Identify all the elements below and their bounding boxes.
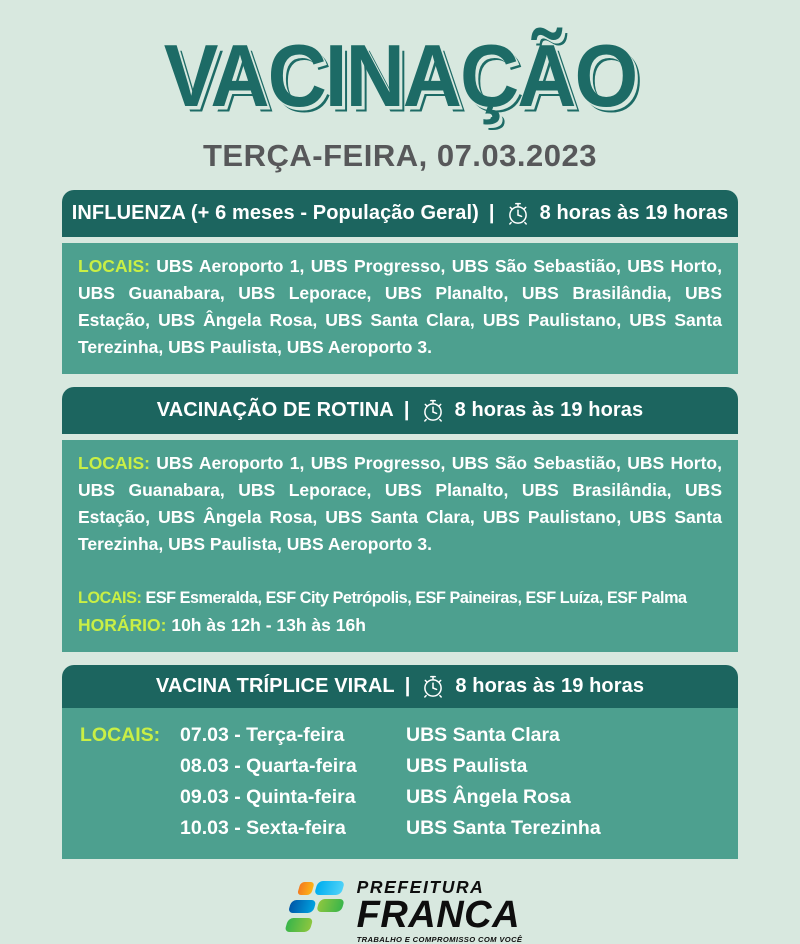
schedule-date: 07.03 - Terça-feira [180, 724, 345, 746]
sections-container [62, 190, 738, 859]
separator: | [403, 399, 410, 421]
section-rotina-hours: 8 horas às 19 horas [454, 399, 644, 421]
brand-text [357, 875, 523, 944]
section-influenza-hours: 8 horas às 19 horas [539, 202, 729, 224]
locais-label: LOCAIS: [78, 256, 150, 276]
section-triplice-viral [62, 665, 738, 859]
horario-paragraph [78, 612, 722, 639]
section-influenza-header [62, 190, 738, 237]
schedule-date: 09.03 - Quinta-feira [180, 786, 356, 808]
locations-list: UBS Aeroporto 1, UBS Progresso, UBS São Sebastião, UBS Horto, UBS Guanabara, UBS Leporace, UBS Planalto, UBS Brasilândia, UBS Estação, UBS Ângela Rosa, UBS Santa Clara, UBS Paulistano, UBS Santa Terezinha, UBS Paulista, UBS Aeroporto 3. [78, 256, 722, 357]
prefeitura-franca-logo-icon [278, 879, 348, 939]
horario-label: HORÁRIO: [78, 615, 167, 635]
section-influenza [62, 190, 738, 374]
esf-locations-list: ESF Esmeralda, ESF City Petrópolis, ESF Paineiras, ESF Luíza, ESF Palma [145, 589, 687, 607]
schedule-venue: UBS Santa Terezinha [406, 817, 601, 839]
schedule-date: 08.03 - Quarta-feira [180, 755, 357, 777]
section-triplice-body [62, 708, 738, 859]
section-influenza-title: INFLUENZA (+ 6 meses - População Geral) [71, 202, 479, 224]
locais-label: LOCAIS: [78, 453, 150, 473]
clock-icon [505, 201, 531, 227]
locais-label: LOCAIS: [80, 724, 161, 746]
locations-list: UBS Aeroporto 1, UBS Progresso, UBS São Sebastião, UBS Horto, UBS Guanabara, UBS Leporace, UBS Planalto, UBS Brasilândia, UBS Estação, UBS Ângela Rosa, UBS Santa Clara, UBS Paulistano, UBS Santa Terezinha, UBS Paulista, UBS Aeroporto 3. [78, 453, 722, 554]
section-rotina-body [62, 440, 738, 652]
footer-brand [0, 875, 800, 944]
locations-paragraph [78, 253, 722, 361]
locais-label: LOCAIS: [78, 589, 142, 607]
section-triplice-hours: 8 horas às 19 horas [455, 675, 645, 697]
section-rotina-title: VACINAÇÃO DE ROTINA [156, 399, 394, 421]
brand-prefeitura: PREFEITURA [356, 877, 485, 897]
horario-value: 10h às 12h - 13h às 16h [171, 615, 366, 635]
clock-icon [420, 674, 446, 700]
schedule-venue: UBS Santa Clara [406, 724, 560, 746]
brand-tagline: TRABALHO E COMPROMISSO COM VOCÊ [356, 934, 523, 944]
section-triplice-header [62, 665, 738, 708]
schedule-venue: UBS Ângela Rosa [406, 786, 571, 808]
locations-paragraph [78, 450, 722, 558]
page-title: VACINAÇÃO [163, 27, 637, 126]
section-rotina-header [62, 387, 738, 434]
schedule-venue: UBS Paulista [406, 755, 528, 777]
schedule-date: 10.03 - Sexta-feira [180, 817, 346, 839]
brand-franca: FRANCA [356, 894, 521, 936]
section-triplice-title: VACINA TRÍPLICE VIRAL [155, 675, 395, 697]
section-rotina [62, 387, 738, 652]
section-influenza-body [62, 243, 738, 374]
separator: | [404, 675, 411, 697]
clock-icon [420, 398, 446, 424]
separator: | [488, 202, 495, 224]
schedule-table [78, 718, 722, 846]
poster-date: TERÇA-FEIRA, 07.03.2023 [203, 138, 597, 173]
esf-locations-paragraph [78, 585, 722, 612]
